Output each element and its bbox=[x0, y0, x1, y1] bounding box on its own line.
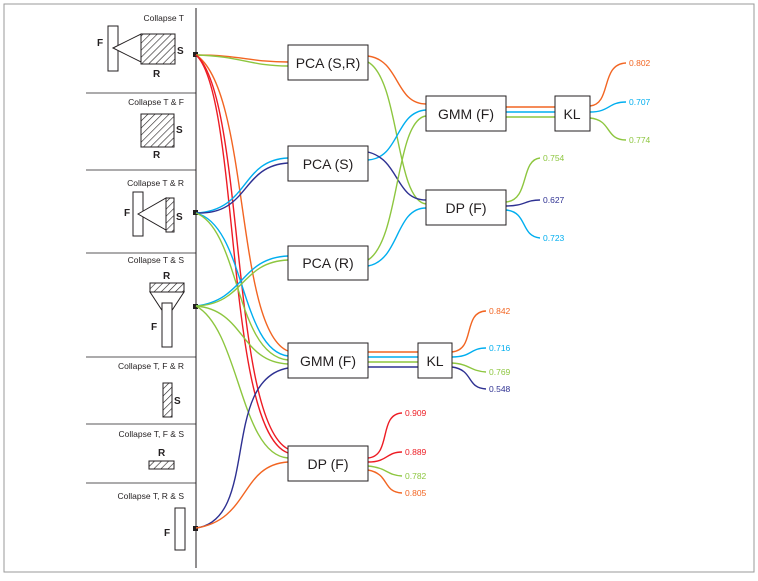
box-label: KL bbox=[426, 353, 444, 369]
letter-r: R bbox=[158, 448, 166, 459]
value-dp-right-3: 0.723 bbox=[543, 233, 565, 243]
row-label-collapse-t-f-s: Collapse T, F & S bbox=[118, 429, 184, 439]
value-kl-left-1: 0.842 bbox=[489, 306, 511, 316]
outer-frame bbox=[4, 4, 754, 572]
box-dp-left bbox=[288, 446, 368, 481]
letter-s: S bbox=[174, 396, 181, 407]
box-pca-r bbox=[288, 246, 368, 280]
icon-collapse-t-r bbox=[133, 192, 174, 236]
icon-collapse-t-f-s bbox=[149, 461, 174, 469]
box-pca-s bbox=[288, 146, 368, 181]
row-label-collapse-t-f-r: Collapse T, F & R bbox=[118, 361, 184, 371]
box-label: DP (F) bbox=[445, 200, 487, 216]
row-label-collapse-t: Collapse T bbox=[143, 13, 184, 23]
value-dp-left-4: 0.805 bbox=[405, 488, 427, 498]
letter-r: R bbox=[153, 150, 161, 161]
value-dp-left-3: 0.782 bbox=[405, 471, 427, 481]
box-kl-left bbox=[418, 343, 452, 378]
box-label: KL bbox=[563, 106, 581, 122]
icon-collapse-t bbox=[108, 26, 175, 71]
value-kl-left-4: 0.548 bbox=[489, 384, 511, 394]
letter-f: F bbox=[124, 208, 131, 219]
row-label-collapse-t-s: Collapse T & S bbox=[127, 255, 184, 265]
box-label: PCA (S,R) bbox=[295, 55, 361, 71]
box-label: PCA (S) bbox=[302, 156, 354, 172]
box-pca-sr bbox=[288, 45, 368, 80]
box-label: DP (F) bbox=[307, 456, 349, 472]
row-label-collapse-t-r: Collapse T & R bbox=[127, 178, 184, 188]
letter-f: F bbox=[151, 322, 158, 333]
box-kl-right bbox=[555, 96, 590, 131]
icon-collapse-t-f-r bbox=[163, 383, 172, 417]
row-label-collapse-t-f: Collapse T & F bbox=[128, 97, 184, 107]
icon-collapse-t-s bbox=[150, 283, 184, 347]
box-label: PCA (R) bbox=[302, 255, 354, 271]
box-gmm-right bbox=[426, 96, 506, 131]
letter-s: S bbox=[176, 212, 183, 223]
box-dp-right bbox=[426, 190, 506, 225]
value-kl-right-2: 0.707 bbox=[629, 97, 651, 107]
value-kl-right-3: 0.774 bbox=[629, 135, 651, 145]
value-kl-right-1: 0.802 bbox=[629, 58, 651, 68]
letter-s: S bbox=[176, 125, 183, 136]
letter-r: R bbox=[153, 69, 161, 80]
letter-f: F bbox=[164, 528, 171, 539]
value-kl-left-2: 0.716 bbox=[489, 343, 511, 353]
value-dp-right-2: 0.627 bbox=[543, 195, 565, 205]
letter-r: R bbox=[163, 271, 171, 282]
row-label-collapse-t-r-s: Collapse T, R & S bbox=[117, 491, 184, 501]
value-kl-left-3: 0.769 bbox=[489, 367, 511, 377]
icon-collapse-t-r-s bbox=[175, 508, 185, 550]
box-label: GMM (F) bbox=[438, 106, 494, 122]
value-dp-left-2: 0.889 bbox=[405, 447, 427, 457]
value-dp-right-1: 0.754 bbox=[543, 153, 565, 163]
icon-collapse-t-f bbox=[141, 114, 174, 147]
box-label: GMM (F) bbox=[300, 353, 356, 369]
letter-s: S bbox=[177, 46, 184, 57]
box-gmm-left bbox=[288, 343, 368, 378]
value-dp-left-1: 0.909 bbox=[405, 408, 427, 418]
letter-f: F bbox=[97, 38, 104, 49]
